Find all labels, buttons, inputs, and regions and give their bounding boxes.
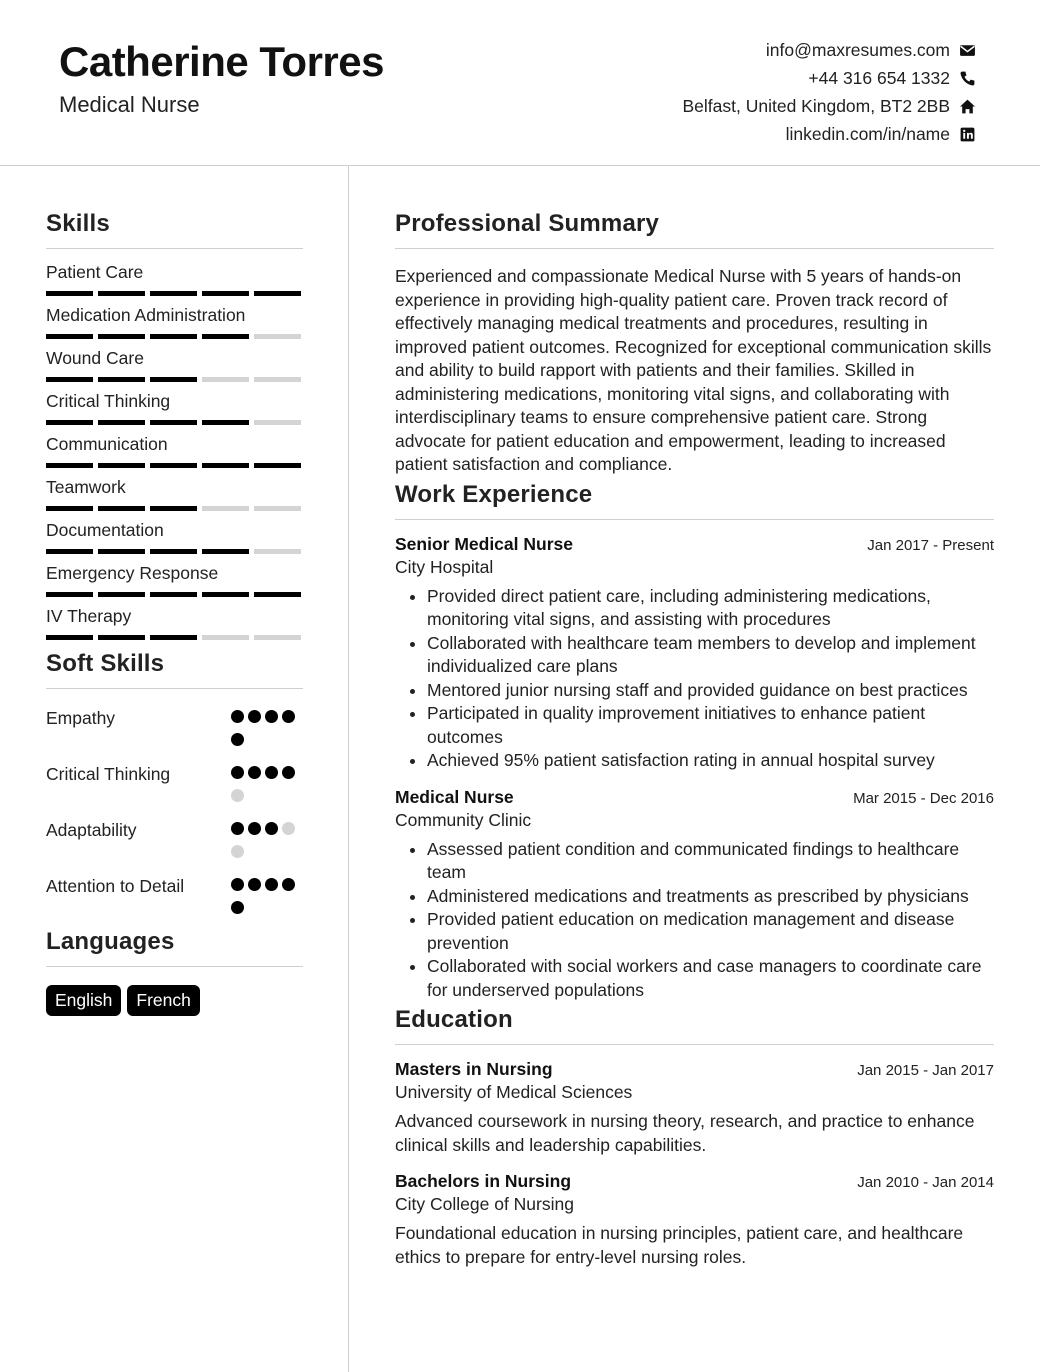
rating-dot [231, 822, 244, 835]
skill-item [46, 378, 303, 421]
skill-level-segment [150, 463, 197, 468]
linkedin-icon [959, 126, 976, 143]
skill-level-segment [202, 377, 249, 382]
skill-level-segment [202, 592, 249, 597]
soft-skill-rating [231, 707, 303, 756]
summary-heading: Professional Summary [395, 210, 994, 249]
experience-list [395, 534, 994, 1003]
skill-level-segment [46, 635, 93, 640]
soft-skill-rating [231, 875, 303, 924]
skill-item [46, 249, 303, 292]
job-bullet: • Provided direct patient care, including administering medications, monitoring vital signs, and assisting with procedures [427, 585, 994, 632]
skill-level-bar [46, 549, 303, 554]
soft-skills-heading: Soft Skills [46, 650, 303, 689]
job-header [395, 534, 994, 555]
education-description: Advanced coursework in nursing theory, research, and practice to enhance clinical skills and leadership capabilities. [395, 1111, 975, 1155]
skill-item [46, 335, 303, 378]
education-entry [395, 1059, 994, 1157]
degree-name: Bachelors in Nursing [395, 1171, 572, 1191]
education-header [395, 1059, 994, 1080]
skills-heading: Skills [46, 210, 303, 249]
job-bullet: • Administered medications and treatments as prescribed by physicians [427, 885, 994, 909]
job-bullet: • Provided patient education on medication management and disease prevention [427, 908, 994, 955]
soft-skill-name: Attention to Detail [46, 876, 185, 896]
skill-name: Communication [46, 434, 168, 454]
skill-level-segment [202, 635, 249, 640]
skill-level-segment [46, 592, 93, 597]
phone-icon [959, 70, 976, 87]
job-bullet: • Collaborated with social workers and case managers to coordinate care for underserved populations [427, 955, 994, 1002]
soft-skill-name: Critical Thinking [46, 764, 171, 784]
job-bullet: • Collaborated with healthcare team members to develop and implement individualized care plans [427, 632, 994, 679]
rating-dot [265, 766, 278, 779]
language-badge: English [46, 985, 121, 1016]
skill-name: Emergency Response [46, 563, 219, 583]
envelope-icon [959, 42, 976, 59]
contact-email[interactable] [683, 36, 977, 64]
skill-level-segment [202, 549, 249, 554]
skill-level-segment [202, 506, 249, 511]
skill-level-segment [254, 377, 301, 382]
degree-name: Masters in Nursing [395, 1059, 553, 1079]
rating-dot [231, 878, 244, 891]
languages-list [46, 985, 303, 1016]
skill-name: Medication Administration [46, 305, 246, 325]
soft-skill-item [46, 707, 303, 756]
contact-linkedin-text: linkedin.com/in/name [785, 123, 950, 144]
language-badge: French [127, 985, 199, 1016]
job-dates: Mar 2015 - Dec 2016 [853, 789, 994, 807]
contact-address [683, 92, 977, 120]
skill-level-segment [254, 420, 301, 425]
skill-level-segment [150, 291, 197, 296]
contact-list [683, 36, 977, 148]
soft-skill-name: Adaptability [46, 820, 137, 840]
skill-level-segment [254, 506, 301, 511]
rating-dot [265, 878, 278, 891]
soft-skill-rating [231, 763, 303, 812]
rating-dot [231, 789, 244, 802]
education-heading: Education [395, 1006, 994, 1045]
job-bullets [395, 585, 994, 773]
job-entry [395, 787, 994, 1003]
job-dates: Jan 2017 - Present [867, 536, 994, 554]
skill-level-segment [254, 334, 301, 339]
skill-name: Teamwork [46, 477, 126, 497]
skill-level-segment [254, 463, 301, 468]
rating-dot [248, 710, 261, 723]
job-bullet: • Assessed patient condition and communicated findings to healthcare team [427, 838, 994, 885]
skill-level-segment [98, 334, 145, 339]
rating-dot [248, 878, 261, 891]
contact-phone[interactable] [683, 64, 977, 92]
skill-level-bar [46, 291, 303, 296]
skill-level-segment [150, 635, 197, 640]
skill-level-segment [98, 377, 145, 382]
skill-name: Critical Thinking [46, 391, 171, 411]
job-bullet: • Mentored junior nursing staff and provided guidance on best practices [427, 679, 994, 703]
skill-item [46, 507, 303, 550]
education-dates: Jan 2015 - Jan 2017 [857, 1062, 994, 1079]
rating-dot [265, 822, 278, 835]
job-bullets [395, 838, 994, 1003]
skills-list [46, 249, 303, 636]
school-name: City College of Nursing [395, 1194, 574, 1214]
skill-level-segment [98, 463, 145, 468]
skill-level-segment [254, 592, 301, 597]
rating-dot [231, 845, 244, 858]
skill-level-segment [46, 420, 93, 425]
soft-skill-item [46, 763, 303, 812]
skill-level-segment [46, 291, 93, 296]
skill-level-segment [46, 549, 93, 554]
right-column [395, 210, 994, 1269]
skill-level-segment [202, 291, 249, 296]
skill-level-segment [202, 463, 249, 468]
contact-phone-text: +44 316 654 1332 [808, 67, 950, 88]
skill-item [46, 292, 303, 335]
skill-item [46, 550, 303, 593]
skill-level-segment [150, 377, 197, 382]
rating-dot [248, 822, 261, 835]
contact-linkedin[interactable] [683, 120, 977, 148]
education-dates: Jan 2010 - Jan 2014 [857, 1174, 994, 1191]
job-employer: City Hospital [395, 556, 494, 577]
rating-dot [282, 710, 295, 723]
skill-level-bar [46, 506, 303, 511]
skill-level-bar [46, 334, 303, 339]
left-column [46, 210, 303, 1016]
skill-level-segment [46, 463, 93, 468]
rating-dot [282, 878, 295, 891]
skill-level-bar [46, 420, 303, 425]
skill-level-bar [46, 635, 303, 640]
skill-level-segment [150, 506, 197, 511]
summary-text: Experienced and compassionate Medical Nurse with 5 years of hands-on experience in providing high-quality patient care. Proven track record of effectively managing medical treatments and procedures, resulting in improved patient outcomes. Recognized for exceptional communication skills and ability to build rapport with patients and their families. Skilled in administering medications, monitoring vital signs, and collaborating with interdisciplinary teams to ensure comprehensive patient care. Strong advocate for patient education and empowerment, leading to increased patient satisfaction and compliance. [395, 266, 992, 474]
skill-level-bar [46, 463, 303, 468]
rating-dot [231, 766, 244, 779]
education-list [395, 1059, 994, 1269]
skill-level-segment [150, 592, 197, 597]
education-description: Foundational education in nursing principles, patient care, and healthcare ethics to prepare for entry-level nursing roles. [395, 1223, 964, 1267]
skill-level-segment [202, 334, 249, 339]
skill-level-segment [46, 506, 93, 511]
skill-level-segment [150, 334, 197, 339]
job-title: Medical Nurse [395, 786, 514, 807]
soft-skill-item [46, 875, 303, 924]
skill-level-segment [98, 549, 145, 554]
skill-level-segment [254, 291, 301, 296]
education-entry [395, 1171, 994, 1269]
skill-level-segment [254, 549, 301, 554]
column-divider [348, 166, 349, 1372]
job-title: Senior Medical Nurse [395, 533, 573, 554]
home-icon [959, 98, 976, 115]
job-header [395, 787, 994, 808]
skill-name: Wound Care [46, 348, 144, 368]
contact-address-text: Belfast, United Kingdom, BT2 2BB [682, 95, 950, 116]
skill-level-segment [98, 506, 145, 511]
skill-level-bar [46, 592, 303, 597]
languages-heading: Languages [46, 928, 303, 967]
rating-dot [231, 733, 244, 746]
soft-skill-name: Empathy [46, 708, 116, 728]
soft-skills-list [46, 707, 303, 924]
skill-item [46, 421, 303, 464]
soft-skill-rating [231, 819, 303, 868]
skill-item [46, 593, 303, 636]
rating-dot [282, 766, 295, 779]
job-entry [395, 534, 994, 773]
skill-level-segment [46, 334, 93, 339]
resume-header [0, 0, 1040, 166]
skill-item [46, 464, 303, 507]
skill-level-segment [98, 420, 145, 425]
skill-level-segment [46, 377, 93, 382]
skill-level-segment [202, 420, 249, 425]
rating-dot [282, 822, 295, 835]
contact-email-text: info@maxresumes.com [765, 39, 950, 60]
rating-dot [265, 710, 278, 723]
school-name: University of Medical Sciences [395, 1082, 633, 1102]
skill-level-segment [98, 291, 145, 296]
skill-level-bar [46, 377, 303, 382]
skill-level-segment [98, 592, 145, 597]
experience-heading: Work Experience [395, 481, 994, 520]
skill-level-segment [254, 635, 301, 640]
job-title: Medical Nurse [59, 92, 200, 117]
rating-dot [231, 710, 244, 723]
skill-name: Patient Care [46, 262, 144, 282]
rating-dot [231, 901, 244, 914]
job-bullet: • Participated in quality improvement initiatives to enhance patient outcomes [427, 702, 994, 749]
skill-name: IV Therapy [46, 606, 132, 626]
job-employer: Community Clinic [395, 809, 532, 830]
soft-skill-item [46, 819, 303, 868]
education-header [395, 1171, 994, 1192]
candidate-name: Catherine Torres [59, 38, 384, 85]
rating-dot [248, 766, 261, 779]
skill-level-segment [150, 420, 197, 425]
job-bullet: • Achieved 95% patient satisfaction rating in annual hospital survey [427, 749, 994, 773]
skill-level-segment [98, 635, 145, 640]
skill-level-segment [150, 549, 197, 554]
skill-name: Documentation [46, 520, 164, 540]
